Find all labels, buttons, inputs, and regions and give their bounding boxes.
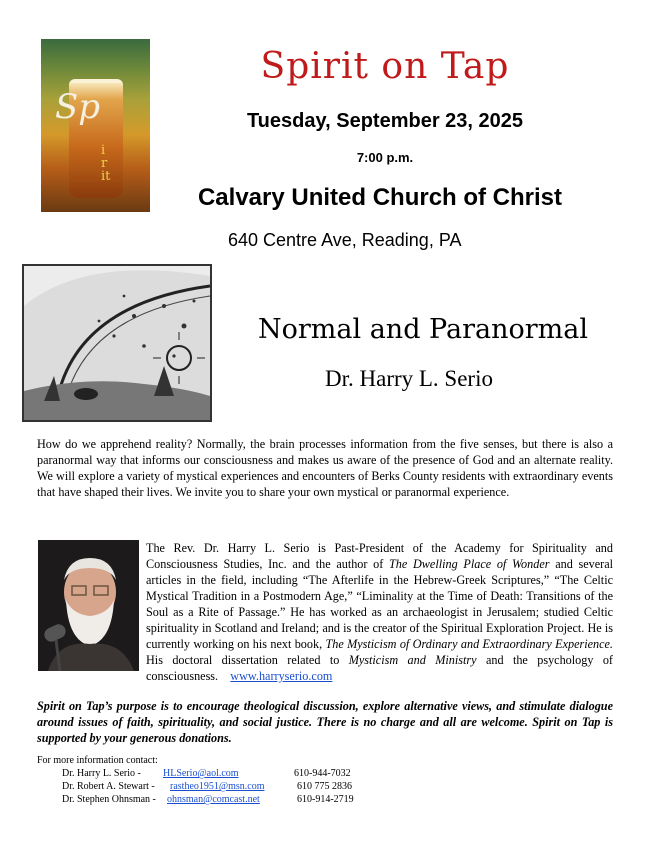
speaker-photo-drawing bbox=[38, 540, 139, 671]
talk-title: Normal and Paranormal bbox=[258, 314, 588, 345]
logo-text-sp: Sp bbox=[55, 87, 101, 127]
contact-heading: For more information contact: bbox=[37, 755, 158, 766]
website-link[interactable]: www.harryserio.com bbox=[230, 669, 333, 683]
purpose-statement: Spirit on Tap’s purpose is to encourage theological discussion, explore alternative views, and stimulate dialogue around issues of faith, spirituality, and social justice. There is no charge and all are welcome. Spirit on Tap is supported by your generous donations. bbox=[37, 699, 613, 745]
event-venue: Calvary United Church of Christ bbox=[197, 184, 563, 211]
contact-phone: 610-944-7032 bbox=[294, 768, 351, 779]
bio-text-1: The Rev. Dr. Harry L. Serio is Past-President of the Academy for Spirituality and Consciousness Studies, Inc. and the author of bbox=[146, 541, 613, 571]
contact-email-link[interactable]: HLSerio@aol.com bbox=[163, 768, 239, 779]
engraving-illustration bbox=[22, 264, 212, 422]
contact-name: Dr. Harry L. Serio - bbox=[62, 768, 141, 779]
contact-email-link[interactable]: ohnsman@comcast.net bbox=[167, 794, 260, 805]
contact-row bbox=[62, 768, 362, 781]
event-address: 640 Centre Ave, Reading, PA bbox=[228, 230, 462, 250]
book-title-mysticism: The Mysticism of Ordinary and Extraordinary Experience. bbox=[325, 637, 613, 651]
speaker-name: Dr. Harry L. Serio bbox=[325, 366, 493, 391]
bio-text-2: and several articles in the field, including “The Afterlife in the Hebrew-Greek Scriptures,” “The Celtic Mystical Tradition in a Postmodern Age,” “Liminality at the Time of Death: Transitions of the Soul as a Rite of Passage.” He has worked as an archaeologist in Jerusalem; studied Celtic spirituality in Scotland and Ireland; and is the creator of the Spiritual Exploration Project. He is currently working on his next book, bbox=[146, 557, 613, 651]
contact-name: Dr. Robert A. Stewart - bbox=[62, 781, 155, 792]
book-title-dwelling-place: The Dwelling Place of Wonder bbox=[389, 557, 550, 571]
bio-text-3: His doctoral dissertation related to bbox=[146, 653, 349, 667]
event-title: Spirit on Tap bbox=[260, 46, 510, 87]
logo-text-irit: irit bbox=[101, 143, 111, 184]
contact-phone: 610 775 2836 bbox=[297, 781, 352, 792]
talk-description: How do we apprehend reality? Normally, the brain processes information from the five senses, but there is also a paranormal way that informs our consciousness and makes us aware of the presence of God and an alternate reality. We will explore a variety of mystical experiences and encounters of Berks County residents with extraordinary events that have shaped their lives. We invite you to share your own mystical or paranormal experience. bbox=[37, 437, 613, 499]
contact-row bbox=[62, 781, 362, 794]
speaker-photo bbox=[38, 540, 139, 671]
bio-text-4: and the psychology of consciousness. bbox=[146, 653, 613, 683]
contact-name: Dr. Stephen Ohnsman - bbox=[62, 794, 156, 805]
event-time: 7:00 p.m. bbox=[356, 150, 414, 165]
contact-row bbox=[62, 794, 362, 807]
engraving-drawing bbox=[24, 266, 210, 420]
contact-phone: 610-914-2719 bbox=[297, 794, 354, 805]
speaker-bio bbox=[146, 540, 613, 684]
contact-email-link[interactable]: rastheo1951@msn.com bbox=[170, 781, 265, 792]
spirit-on-tap-logo-image bbox=[41, 39, 150, 212]
dissertation-title: Mysticism and Ministry bbox=[348, 653, 477, 667]
event-date: Tuesday, September 23, 2025 bbox=[246, 110, 524, 132]
